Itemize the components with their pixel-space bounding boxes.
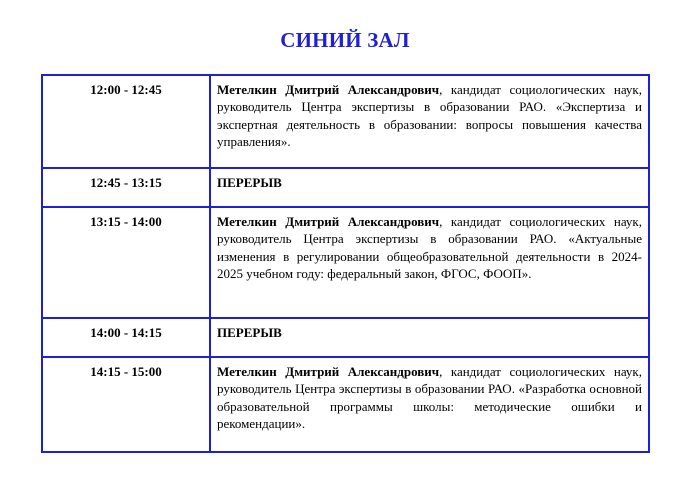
time-cell: 14:00 - 14:15 (42, 318, 210, 357)
time-cell: 13:15 - 14:00 (42, 207, 210, 318)
schedule-row (42, 207, 649, 318)
session-cell (210, 207, 649, 318)
break-cell (210, 168, 649, 207)
session-cell (210, 75, 649, 168)
time-cell: 12:45 - 13:15 (42, 168, 210, 207)
schedule-row (42, 75, 649, 168)
speaker-name: Метелкин Дмитрий Александрович (217, 364, 440, 379)
speaker-name: Метелкин Дмитрий Александрович (217, 214, 440, 229)
break-label: ПЕРЕРЫВ (217, 175, 282, 190)
schedule-table (41, 74, 650, 453)
break-cell (210, 318, 649, 357)
time-cell: 12:00 - 12:45 (42, 75, 210, 168)
speaker-name: Метелкин Дмитрий Александрович (217, 82, 440, 97)
session-details: , кандидат социологических наук, руководитель Центра экспертизы в образовании РАО. «Разработка основной образовательной программы школы: методические ошибки и рекомендации». (217, 364, 642, 432)
hall-title: СИНИЙ ЗАЛ (280, 28, 410, 52)
session-details: , кандидат социологических наук, руководитель Центра экспертизы в образовании РАО. «Экспертиза и экспертная деятельность в образовании: вопросы повышения качества управления». (217, 82, 642, 150)
schedule-row (42, 168, 649, 207)
session-details: , кандидат социологических наук, руководитель Центра экспертизы в образовании РАО. «Актуальные изменения в регулировании общеобразовательной деятельности в 2024-2025 учебном году: федеральный закон, ФГОС, ФООП». (217, 214, 642, 282)
break-label: ПЕРЕРЫВ (217, 325, 282, 340)
time-cell: 14:15 - 15:00 (42, 357, 210, 452)
session-cell (210, 357, 649, 452)
schedule-row (42, 357, 649, 452)
schedule-row (42, 318, 649, 357)
